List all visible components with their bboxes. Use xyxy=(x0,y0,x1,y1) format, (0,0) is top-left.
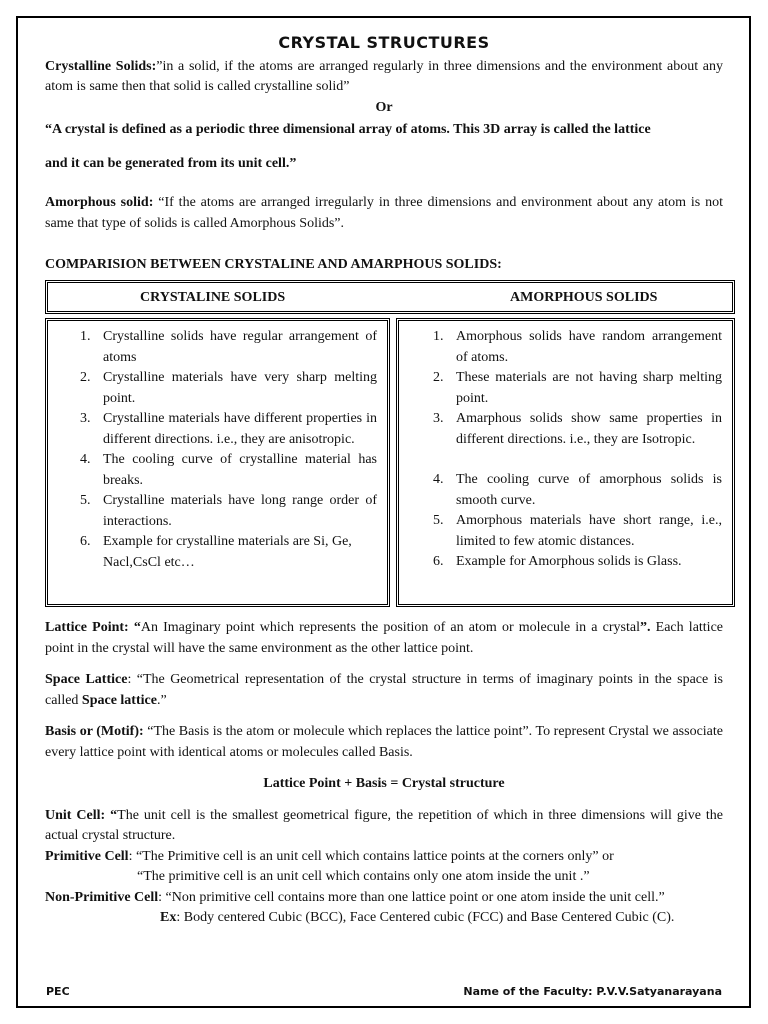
intro-section xyxy=(45,30,723,276)
list-item: 3. Amarphous solids show same properties in different directions. i.e., they are Isotropic. xyxy=(433,411,722,447)
page-title: CRYSTAL STRUCTURES xyxy=(278,33,490,52)
crystalline-text: ”in a solid, if the atoms are arranged regularly in three dimensions and the environment about any atom is same then that solid is called crystalline solid” xyxy=(45,58,723,94)
crystalline-column-header: CRYSTALINE SOLIDS xyxy=(140,290,286,305)
list-item: 4. The cooling curve of amorphous solids is smooth curve. xyxy=(433,472,722,508)
crystal-quote xyxy=(45,120,723,174)
list-item: 1. Amorphous solids have random arrangement of atoms. xyxy=(433,329,722,365)
amorphous-label: Amorphous solid: xyxy=(45,195,154,210)
list-item: 5. Amorphous materials have short range, i.e., limited to few atomic distances. xyxy=(433,513,722,549)
amorphous-list xyxy=(399,321,732,573)
basis-definition: Basis or (Motif): “The Basis is the atom or molecule which replaces the lattice point”. To represent Crystal we associate every lattice point with identical atoms or molecules called Basis. xyxy=(45,724,723,760)
amorphous-definition xyxy=(45,193,723,234)
definitions-section xyxy=(45,618,723,929)
list-item: 6. Example for Amorphous solids is Glass. xyxy=(433,554,682,569)
crystalline-label: Crystalline Solids: xyxy=(45,58,157,74)
list-item: 1. Crystalline solids have regular arrangement of atoms xyxy=(80,329,377,365)
comparison-header-row xyxy=(45,280,735,314)
lattice-point-definition: Lattice Point: “An Imaginary point which represents the position of an atom or molecule in a crystal”. Each lattice point in the crystal will have the same environment as the other lattice point. xyxy=(45,620,724,656)
crystal-structure-formula: Lattice Point + Basis = Crystal structure xyxy=(263,776,505,791)
footer-institution: PEC xyxy=(46,985,70,998)
list-item: 3. Crystalline materials have different properties in different directions. i.e., they are anisotropic. xyxy=(80,411,377,447)
primitive-cell-alt: “The primitive cell is an unit cell which contains only one atom inside the unit .” xyxy=(137,869,590,884)
list-item: 4. The cooling curve of crystalline material has breaks. xyxy=(80,452,377,488)
primitive-cell-definition: Primitive Cell: “The Primitive cell is an unit cell which contains lattice points at the corners only” or xyxy=(45,848,614,864)
crystal-quote-line2: and it can be generated from its unit cell.” xyxy=(45,155,297,171)
crystalline-list xyxy=(48,321,387,573)
crystalline-definition xyxy=(45,57,723,98)
list-item: 6. Example for crystalline materials are Si, Ge, Nacl,CsCl etc… xyxy=(80,534,352,570)
crystal-quote-line1: “A crystal is defined as a periodic three dimensional array of atoms. This 3D array is called the lattice xyxy=(45,122,651,137)
amorphous-text: “If the atoms are arranged irregularly in three dimensions and environment about any atom is not same that type of solids is called Amorphous Solids”. xyxy=(45,195,723,231)
comparison-heading: COMPARISION BETWEEN CRYSTALINE AND AMARPHOUS SOLIDS: xyxy=(45,257,502,272)
list-item: 5. Crystalline materials have long range order of interactions. xyxy=(80,493,377,529)
crystalline-column xyxy=(45,318,390,607)
unit-cell-definition: Unit Cell: “The unit cell is the smallest geometrical figure, the repetition of which in three dimensions will give the actual crystal structure. xyxy=(45,807,723,843)
list-item: 2. These materials are not having sharp melting point. xyxy=(433,370,722,406)
amorphous-column xyxy=(396,318,735,607)
amorphous-column-header: AMORPHOUS SOLIDS xyxy=(510,290,658,305)
non-primitive-examples: Ex: Body centered Cubic (BCC), Face Centered cubic (FCC) and Base Centered Cubic (C). xyxy=(160,910,675,925)
or-separator: Or xyxy=(375,99,393,115)
space-lattice-definition: Space Lattice: “The Geometrical representation of the crystal structure in terms of imaginary points in the space is called Space lattice.” xyxy=(45,672,724,708)
non-primitive-cell-definition: Non-Primitive Cell: “Non primitive cell contains more than one lattice point or one atom inside the unit cell.” xyxy=(45,889,665,905)
footer-faculty: Name of the Faculty: P.V.V.Satyanarayana xyxy=(463,985,722,998)
list-item: 2. Crystalline materials have very sharp melting point. xyxy=(80,370,377,406)
